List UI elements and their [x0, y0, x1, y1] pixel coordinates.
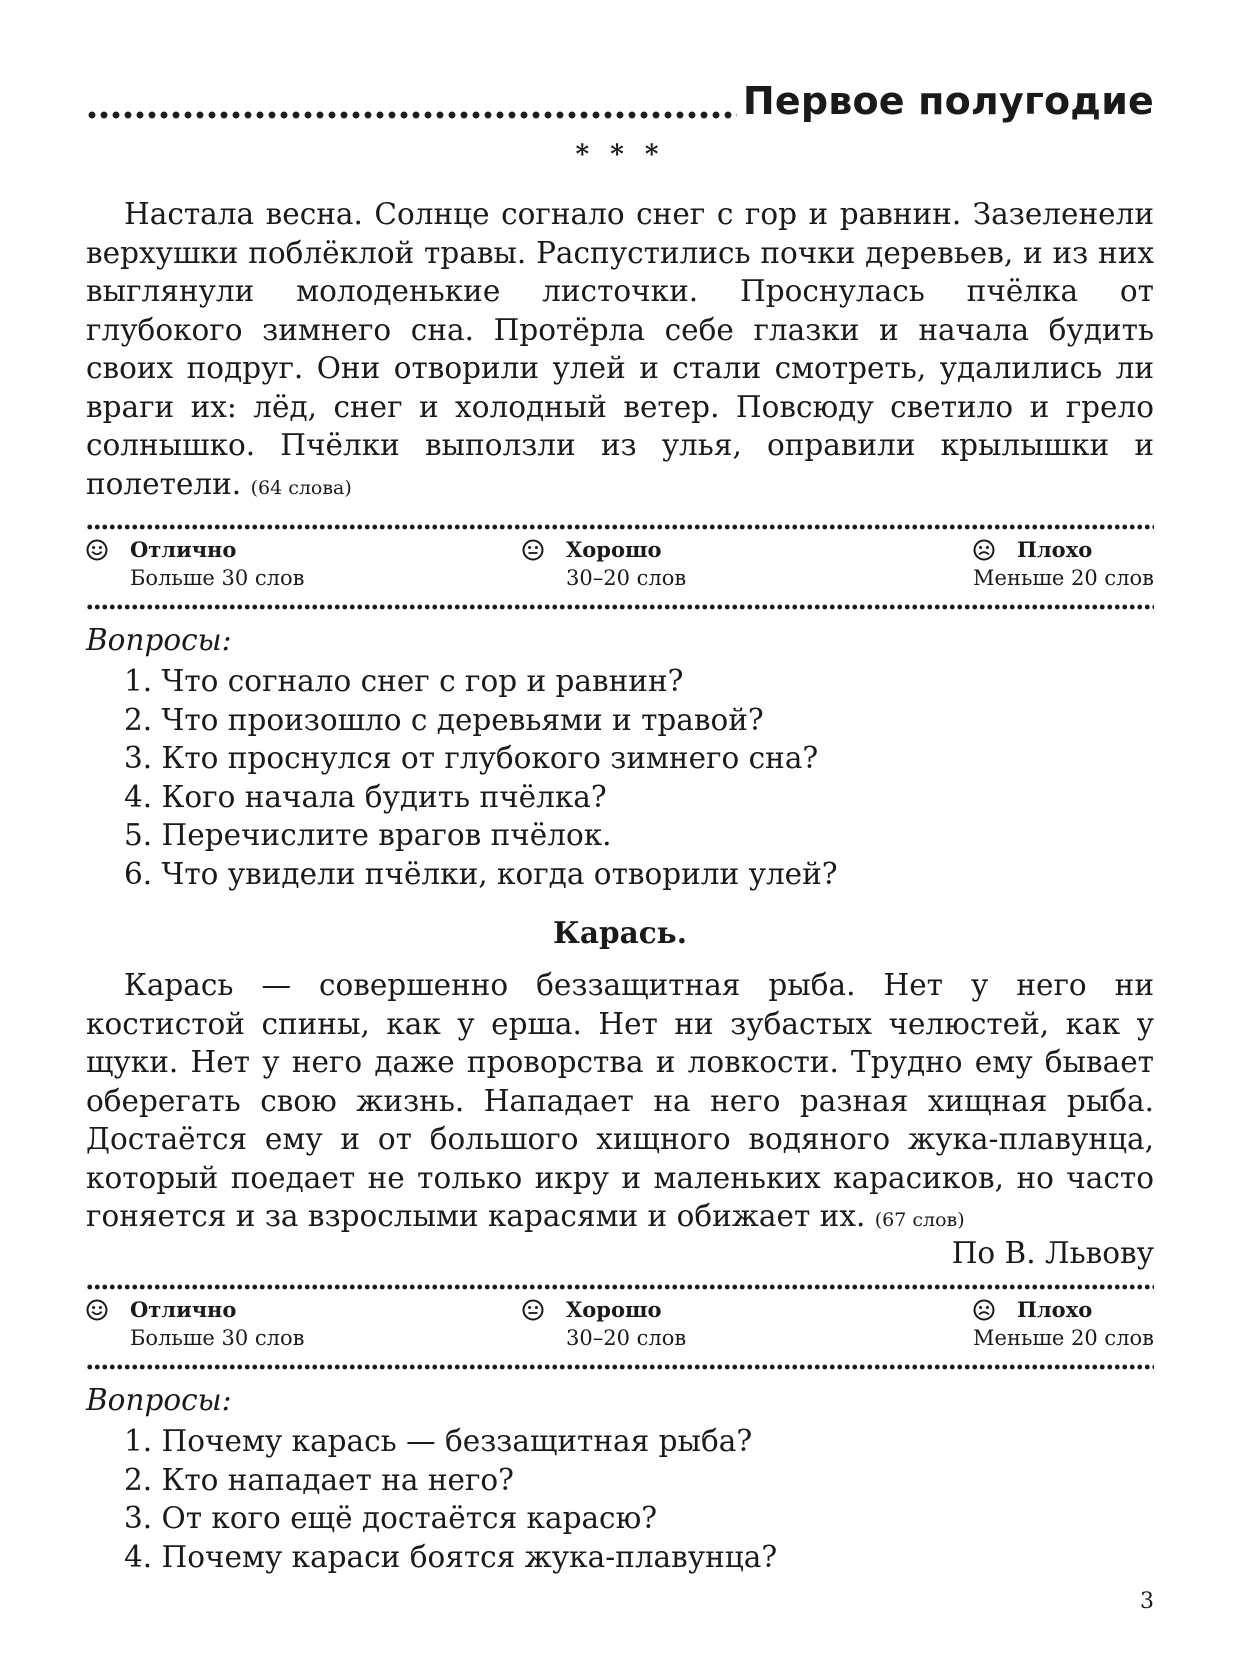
- rating-value: 30–20 слов: [566, 1326, 687, 1350]
- rating-label: Отлично: [130, 537, 237, 562]
- reading-text-spring: [86, 195, 1154, 507]
- question-item: 4. Почему караси боятся жука-плавунца?: [124, 1539, 778, 1574]
- question-item: 6. Что увидели пчёлки, когда отворили улей?: [124, 856, 838, 891]
- word-count: (64 слова): [250, 476, 352, 499]
- reading-text-body: Карась — совершенно беззащитная рыба. Нет у него ни костистой спины, как у ерша. Нет ни зубастых челюстей, как у щуки. Нет у него даже проворства и ловкости. Трудно ему бывает оберегать свою жизнь. Нападает на него разная хищная рыба. Достаётся ему и от большого хищного водяного жука-плавунца, который поедает не только икру и маленьких карасиков, но часто гоняется и за взрослыми карасями и обижает их.: [86, 968, 1154, 1233]
- rating-scale: [86, 536, 1154, 594]
- dotted-divider: [86, 604, 1154, 610]
- rating-label: Хорошо: [566, 537, 662, 562]
- page-number: 3: [1140, 1589, 1154, 1614]
- questions-list: [124, 1422, 777, 1576]
- question-item: 4. Кого начала будить пчёлка?: [124, 779, 607, 814]
- rating-value: 30–20 слов: [566, 566, 687, 590]
- reading-text-crucian: [86, 966, 1154, 1240]
- rating-label: Плохо: [1017, 1297, 1093, 1322]
- page: [86, 0, 1154, 1654]
- reading-text-body: Настала весна. Солнце согнало снег с гор и равнин. Зазеленели верхушки поблёклой травы. Распустились почки деревьев, и из них выглянули молоденькие листочки. Проснулась пчёлка от глубокого зимнего сна. Протёрла себе глазки и начала будить своих подруг. Они отворили улей и стали смотреть, удалились ли враги их: лёд, снег и холодный ветер. Повсюду светило и грело солнышко. Пчёлки выползли из улья, оправили крылышки и полетели.: [86, 197, 1154, 501]
- smile-icon: [86, 1299, 108, 1321]
- question-item: 3. От кого ещё достаётся карасю?: [124, 1501, 658, 1535]
- dotted-divider: [86, 1284, 1154, 1290]
- question-item: 3. Кто проснулся от глубокого зимнего сна?: [124, 741, 819, 775]
- text-author: По В. Львову: [951, 1236, 1154, 1270]
- page-header: [86, 76, 1154, 126]
- rating-good: [522, 1296, 686, 1352]
- sad-face-icon: [973, 539, 995, 561]
- question-item: 1. Что согнало снег с гор и равнин?: [124, 664, 684, 698]
- rating-scale: [86, 1296, 1154, 1354]
- questions-heading: Вопросы:: [86, 1383, 232, 1417]
- rating-label: Хорошо: [566, 1297, 662, 1322]
- questions-list: [124, 662, 838, 893]
- question-item: 1. Почему карась — беззащитная рыба?: [124, 1424, 753, 1458]
- text-separator: * * *: [575, 140, 665, 170]
- dotted-divider: [86, 524, 1154, 530]
- rating-label: Отлично: [130, 1297, 237, 1322]
- rating-value: Меньше 20 слов: [973, 1326, 1154, 1350]
- neutral-face-icon: [522, 1299, 544, 1321]
- question-item: 5. Перечислите врагов пчёлок.: [124, 818, 612, 852]
- word-count: (67 слов): [874, 1209, 965, 1231]
- section-heading: Первое полугодие: [742, 79, 1154, 123]
- rating-bad: [973, 1296, 1154, 1352]
- text-title: Карась.: [553, 915, 687, 950]
- rating-label: Плохо: [1017, 537, 1093, 562]
- neutral-face-icon: [522, 539, 544, 561]
- rating-bad: [973, 536, 1154, 592]
- rating-excellent: [86, 536, 304, 592]
- rating-excellent: [86, 1296, 304, 1352]
- question-item: 2. Кто нападает на него?: [124, 1462, 514, 1497]
- dotted-divider: [86, 1364, 1154, 1370]
- smile-icon: [86, 539, 108, 561]
- question-item: 2. Что произошло с деревьями и травой?: [124, 702, 764, 737]
- questions-heading: Вопросы:: [86, 623, 232, 657]
- sad-face-icon: [973, 1299, 995, 1321]
- rating-good: [522, 536, 686, 592]
- header-dotted-leader: [86, 110, 737, 120]
- rating-value: Больше 30 слов: [130, 1326, 305, 1350]
- rating-value: Меньше 20 слов: [973, 566, 1154, 590]
- rating-value: Больше 30 слов: [130, 566, 305, 590]
